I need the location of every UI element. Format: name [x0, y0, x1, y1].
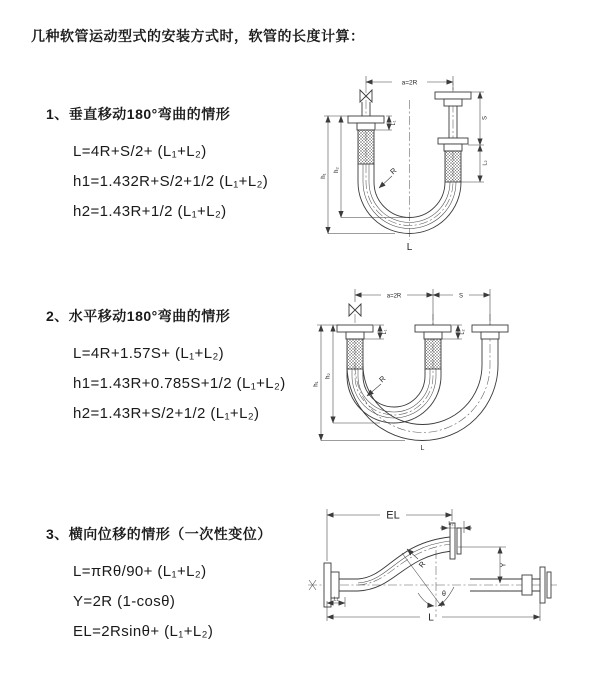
formula-line: Y=2R (1-cosθ)	[73, 593, 176, 610]
flange-hub	[346, 332, 364, 339]
flange-hub	[444, 99, 462, 106]
flange-hub-moved	[481, 332, 499, 339]
section-1	[46, 104, 268, 227]
flange-hub	[547, 572, 551, 598]
hose-line	[352, 369, 436, 418]
section-1-formulas	[73, 137, 268, 227]
dim-label-h1: h₁	[321, 173, 327, 179]
radius-label: R	[416, 559, 428, 570]
section-2	[46, 306, 286, 429]
dim-label-h1: h₁	[313, 381, 320, 387]
braided-hose	[445, 151, 461, 182]
radius-label: R	[377, 373, 388, 385]
formula-line: L=πRθ/90+ (L₁+L₂)	[73, 563, 207, 580]
length-label: L	[420, 445, 425, 452]
dim-label-h2: h₂	[325, 373, 332, 379]
flange-hub-moved	[457, 528, 461, 554]
pipe-hub	[522, 575, 532, 595]
dim-label-h2: h₂	[334, 167, 340, 173]
dim-label-l2: L₂	[460, 329, 466, 335]
formula-line: L=4R+S/2+ (L₁+L₂)	[73, 143, 207, 160]
formula-line: h1=1.43R+0.785S+1/2 (L₁+L₂)	[73, 375, 286, 392]
braided-hose	[358, 130, 374, 164]
flange-hub	[424, 332, 442, 339]
dim-label-l2: L₂	[482, 160, 489, 166]
angle-arrow	[438, 587, 454, 606]
dim-label-a2r: a=2R	[401, 79, 418, 87]
dim-label-l1: L₁	[382, 329, 388, 335]
page-title: 几种软管运动型式的安装方式时，软管的长度计算：	[31, 28, 365, 44]
hose-outer-wall	[347, 369, 441, 423]
hose-inner-wall	[363, 369, 425, 407]
diagram-vertical-bend-180	[310, 70, 600, 265]
dim-label-l1: L₁	[333, 596, 339, 603]
braided-hose	[347, 339, 363, 369]
section-2-formulas	[73, 339, 286, 429]
flange	[415, 325, 451, 332]
formula-line: h1=1.432R+S/2+1/2 (L₁+L₂)	[73, 173, 269, 190]
formula-line: EL=2Rsinθ+ (L₁+L₂)	[73, 623, 214, 640]
radius-label: R	[388, 165, 399, 177]
section-3	[46, 524, 272, 647]
formula-line: L=4R+1.57S+ (L₁+L₂)	[73, 345, 225, 362]
flange	[438, 138, 468, 144]
section-1-heading: 1、垂直移动180°弯曲的情形	[46, 106, 231, 122]
section-2-heading: 2、水平移动180°弯曲的情形	[46, 308, 231, 324]
diagram-horizontal-bend-180	[305, 280, 600, 465]
length-label: L	[406, 242, 413, 253]
flange	[435, 92, 471, 99]
hose-centerline	[358, 544, 451, 585]
dim-label-el: EL	[386, 509, 400, 522]
flange	[540, 567, 545, 603]
flange-hub	[444, 144, 462, 151]
flange	[348, 116, 384, 123]
dim-label-l2: L₂	[448, 521, 454, 527]
length-label: L	[428, 612, 434, 624]
dim-label-y: Y	[500, 562, 508, 568]
flange-hub	[331, 572, 339, 598]
angle-label: θ	[442, 591, 446, 598]
angle-arrow	[418, 593, 434, 606]
formula-line: h2=1.43R+1/2 (L₁+L₂)	[73, 203, 227, 220]
formula-line: h2=1.43R+S/2+1/2 (L₁+L₂)	[73, 405, 260, 422]
dim-label-s: S	[458, 293, 464, 300]
dim-label-s: S	[482, 115, 489, 121]
flange-moved	[450, 523, 455, 559]
flange	[337, 325, 373, 332]
dim-label-a2r: a=2R	[386, 293, 402, 300]
section-3-heading: 3、横向位移的情形（一次性变位）	[46, 526, 272, 542]
flange	[324, 563, 331, 607]
diagram-lateral-displacement	[300, 495, 600, 660]
flange-moved	[472, 325, 508, 332]
braided-hose	[425, 339, 441, 369]
dim-label-l1: L₁	[391, 120, 397, 126]
hose-outer-wall-moved	[347, 339, 498, 441]
section-3-formulas	[73, 557, 272, 647]
flange-hub	[357, 123, 375, 130]
